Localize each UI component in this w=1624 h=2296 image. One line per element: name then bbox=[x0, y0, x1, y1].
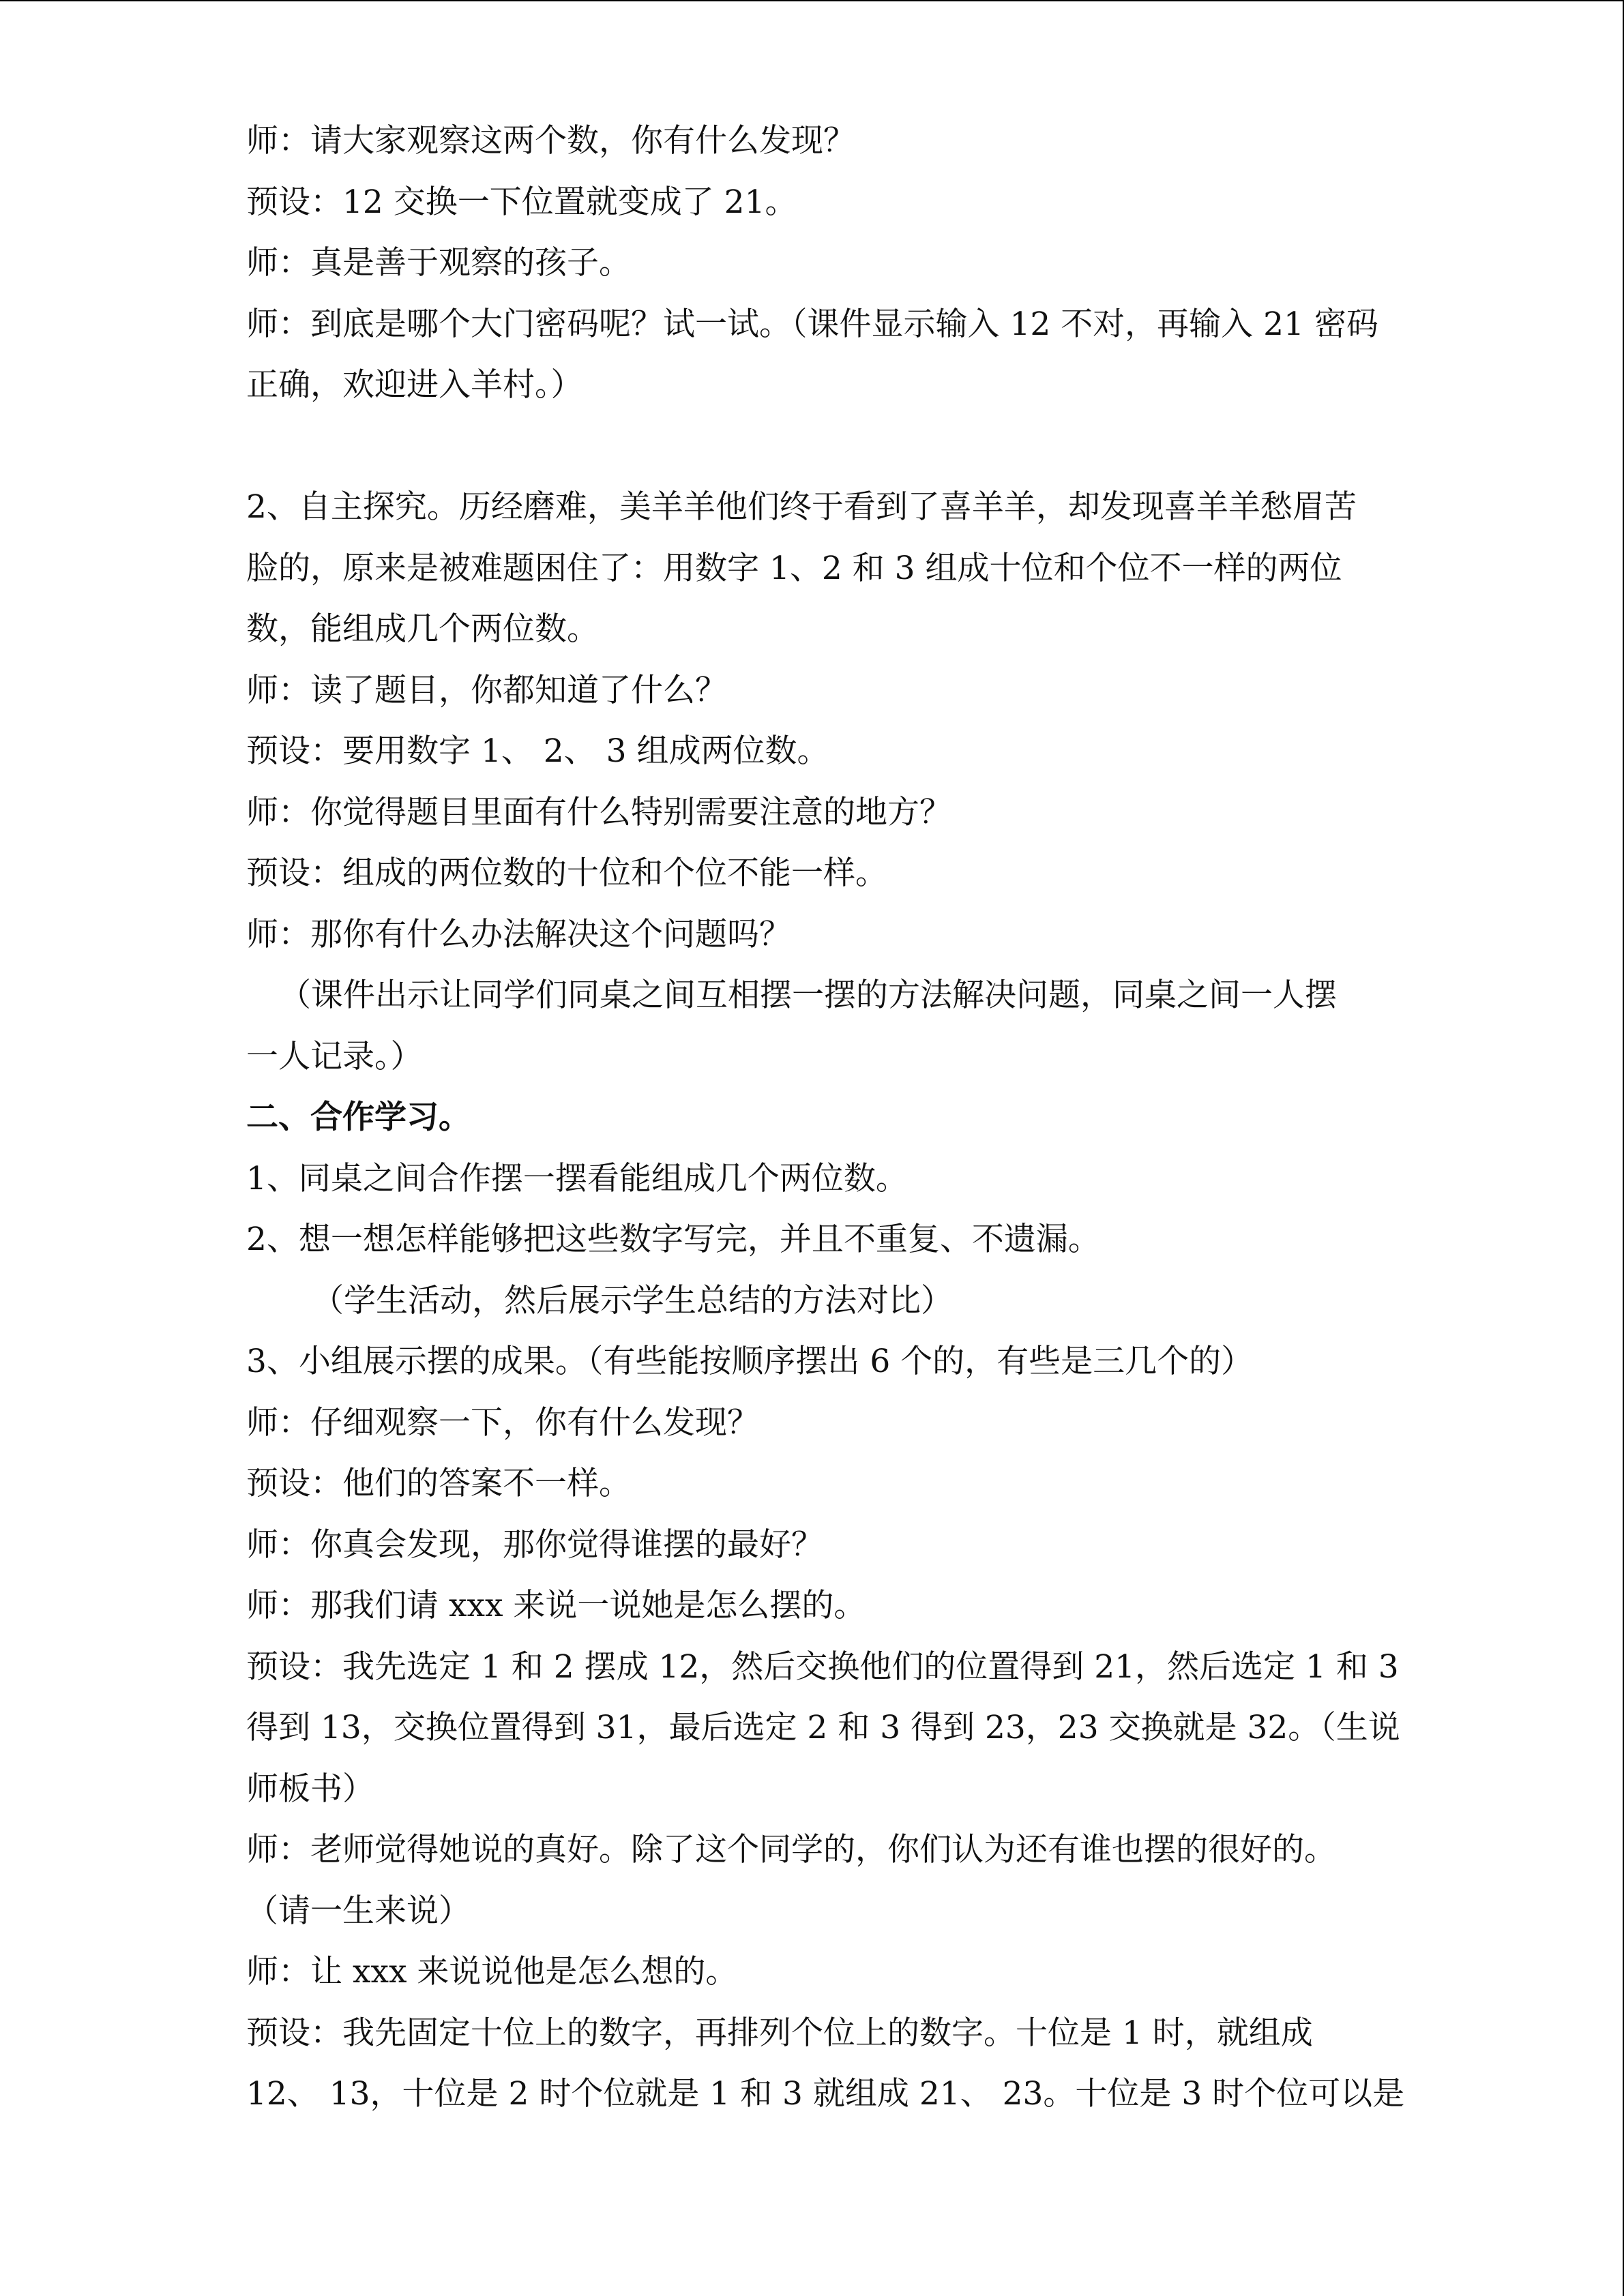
text-line: 师：老师觉得她说的真好。除了这个同学的，你们认为还有谁也摆的很好的。 bbox=[246, 1831, 1336, 1868]
text-line: 师：仔细观察一下，你有什么发现？ bbox=[246, 1403, 759, 1442]
text-line: 预设：组成的两位数的十位和个位不能一样。 bbox=[246, 854, 887, 892]
section-heading: 二、合作学习。 bbox=[246, 1099, 471, 1136]
text-line: 3、小组展示摆的成果。（有些能按顺序摆出 6 个的，有些是三几个的） bbox=[246, 1343, 1254, 1380]
text-line: 2、自主探究。历经磨难，美羊羊他们终于看到了喜羊羊，却发现喜羊羊愁眉苦 bbox=[246, 488, 1357, 526]
text-line: 师：真是善于观察的孩子。 bbox=[246, 244, 631, 282]
text-line: 预设：12 交换一下位置就变成了 21。 bbox=[246, 183, 797, 221]
text-line: 师板书） bbox=[246, 1770, 374, 1808]
text-line: 师：那我们请 xxx 来说一说她是怎么摆的。 bbox=[246, 1587, 866, 1624]
text-line: 一人记录。） bbox=[246, 1037, 423, 1075]
text-line: （请一生来说） bbox=[246, 1892, 471, 1930]
text-line: （学生活动，然后展示学生总结的方法对比） bbox=[312, 1281, 953, 1320]
text-line: （课件出示让同学们同桌之间互相摆一摆的方法解决问题，同桌之间一人摆 bbox=[279, 976, 1337, 1014]
text-line: 脸的，原来是被难题困住了：用数字 1、2 和 3 组成十位和个位不一样的两位 bbox=[246, 549, 1342, 587]
text-line: 师：让 xxx 来说说他是怎么想的。 bbox=[246, 1953, 738, 1991]
text-line: 数，能组成几个两位数。 bbox=[246, 610, 599, 648]
text-line: 师：那你有什么办法解决这个问题吗？ bbox=[246, 915, 791, 953]
text-line: 12、 13，十位是 2 时个位就是 1 和 3 就组成 21、 23。十位是 3 时个位可以是 bbox=[246, 2075, 1405, 2113]
text-line: 预设：要用数字 1、 2、 3 组成两位数。 bbox=[246, 732, 829, 770]
text-line: 预设：他们的答案不一样。 bbox=[246, 1465, 631, 1502]
text-line: 师：你觉得题目里面有什么特别需要注意的地方？ bbox=[246, 793, 951, 831]
text-line: 1、同桌之间合作摆一摆看能组成几个两位数。 bbox=[246, 1159, 908, 1197]
document-body bbox=[246, 110, 1405, 2125]
text-line: 正确，欢迎进入羊村。） bbox=[246, 366, 583, 404]
text-line: 得到 13，交换位置得到 31，最后选定 2 和 3 得到 23，23 交换就是 32。（生说 bbox=[246, 1709, 1400, 1746]
text-line: 师：你真会发现，那你觉得谁摆的最好？ bbox=[246, 1525, 823, 1564]
text-line: 师：到底是哪个大门密码呢？试一试。（课件显示输入 12 不对，再输入 21 密码 bbox=[246, 305, 1378, 343]
text-line: 2、想一想怎样能够把这些数字写完，并且不重复、不遗漏。 bbox=[246, 1221, 1100, 1258]
text-line: 师：请大家观察这两个数，你有什么发现？ bbox=[246, 122, 855, 160]
text-line: 预设：我先固定十位上的数字，再排列个位上的数字。十位是 1 时，就组成 bbox=[246, 2014, 1313, 2052]
blank-line bbox=[246, 416, 1378, 477]
text-line: 师：读了题目，你都知道了什么？ bbox=[246, 671, 727, 709]
text-line: 预设：我先选定 1 和 2 摆成 12，然后交换他们的位置得到 21，然后选定 1 和 3 bbox=[246, 1648, 1399, 1686]
